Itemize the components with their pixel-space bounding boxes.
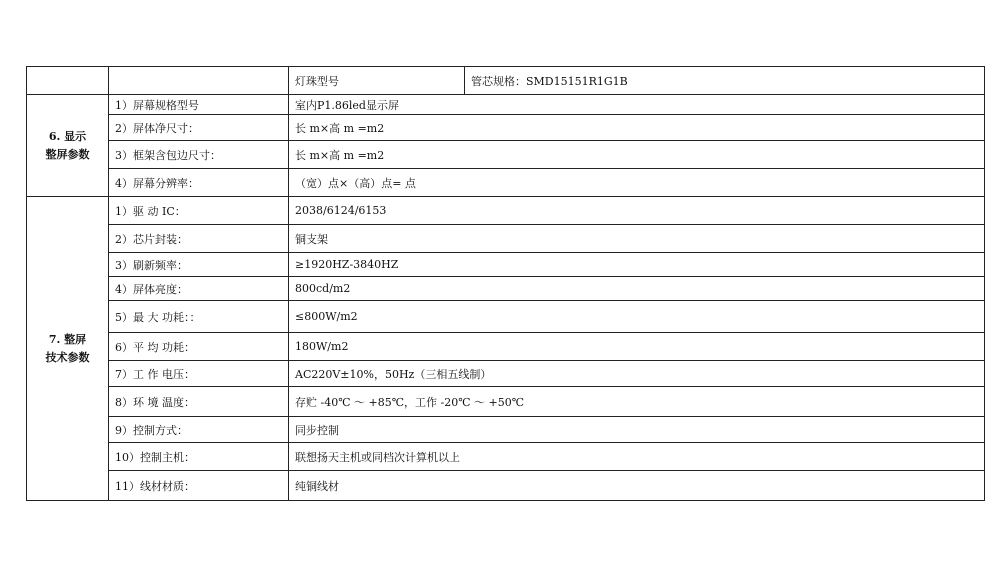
table-row-top — [27, 67, 985, 95]
table-row — [27, 417, 985, 443]
table-row — [27, 197, 985, 225]
item-label: 8）环 境 温度： — [109, 387, 289, 417]
table-row — [27, 443, 985, 471]
table-row — [27, 301, 985, 333]
item-label: 1）屏幕规格型号 — [109, 95, 289, 115]
top-cell-3: 灯珠型号 — [289, 67, 465, 95]
table-row — [27, 333, 985, 361]
item-value: ≤800W/m2 — [289, 301, 985, 333]
item-value: 长 m×高 m =m2 — [289, 141, 985, 169]
spec-table — [26, 66, 985, 501]
table-row — [27, 141, 985, 169]
item-label: 2）屏体净尺寸： — [109, 115, 289, 141]
table-row — [27, 253, 985, 277]
item-label: 7）工 作 电压： — [109, 361, 289, 387]
table-row — [27, 225, 985, 253]
item-label: 2）芯片封装： — [109, 225, 289, 253]
item-value: 2038/6124/6153 — [289, 197, 985, 225]
item-label: 3）框架含包边尺寸： — [109, 141, 289, 169]
item-value: 同步控制 — [289, 417, 985, 443]
item-label: 11）线材材质： — [109, 471, 289, 501]
item-value: 800cd/m2 — [289, 277, 985, 301]
group-label-7 — [27, 197, 109, 501]
group-label-6 — [27, 95, 109, 197]
item-value: 联想扬天主机或同档次计算机以上 — [289, 443, 985, 471]
item-label: 5）最 大 功耗：： — [109, 301, 289, 333]
item-value: 纯铜线材 — [289, 471, 985, 501]
item-value: 180W/m2 — [289, 333, 985, 361]
item-label: 1）驱 动 IC： — [109, 197, 289, 225]
item-value: 室内P1.86led显示屏 — [289, 95, 985, 115]
item-value: ≥1920HZ-3840HZ — [289, 253, 985, 277]
table-row — [27, 387, 985, 417]
group-label-7-text: 7. 整屏 技术参数 — [45, 332, 90, 364]
item-value: 铜支架 — [289, 225, 985, 253]
item-label: 9）控制方式： — [109, 417, 289, 443]
top-cell-1 — [27, 67, 109, 95]
item-value: （宽）点×（高）点= 点 — [289, 169, 985, 197]
top-cell-2 — [109, 67, 289, 95]
item-label: 4）屏体亮度： — [109, 277, 289, 301]
item-label: 6）平 均 功耗： — [109, 333, 289, 361]
item-value: 存贮 -40℃ ～ +85℃，工作 -20℃ ～ +50℃ — [289, 387, 985, 417]
table-row — [27, 95, 985, 115]
top-cell-4: 管芯规格：SMD15151R1G1B — [465, 67, 985, 95]
item-label: 3）刷新频率： — [109, 253, 289, 277]
table-row — [27, 277, 985, 301]
item-label: 4）屏幕分辨率： — [109, 169, 289, 197]
group-label-6-text: 6. 显示 整屏参数 — [45, 129, 90, 161]
table-row — [27, 361, 985, 387]
table-row — [27, 169, 985, 197]
table-row — [27, 471, 985, 501]
item-value: 长 m×高 m =m2 — [289, 115, 985, 141]
item-value: AC220V±10%，50Hz（三相五线制） — [289, 361, 985, 387]
table-row — [27, 115, 985, 141]
item-label: 10）控制主机： — [109, 443, 289, 471]
